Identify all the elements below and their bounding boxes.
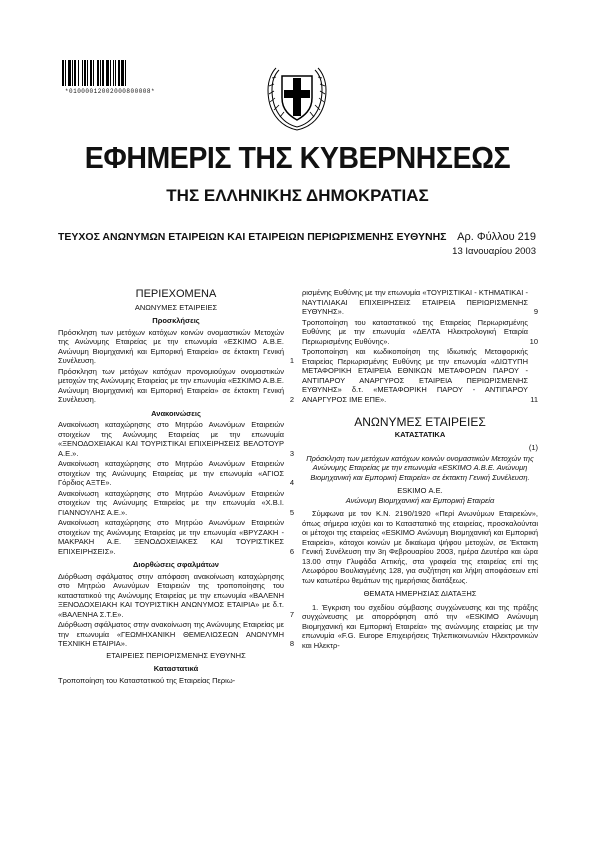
toc-correction-entry-text: Διόρθωση σφάλματος στην απόφαση ανακοίνωση καταχώρησης στο Μητρώο Ανωνύμων Εταιρειών της τροποποίησης του καταστατικού της Ανώνυμης Εταιρείας με την επωνυμία «ΒΑΛΕΝΗ ΞΕΝΟΔΟΧΕΙΑΚΗ ΚΑΙ ΤΟΥΡΙΣΤΙΚΗ ΑΝΩΝΥΜΟΣ ΕΤΑΙΡΙΑ» με δ.τ. «ΒΑΛΕΝΗΑ Σ.Τ.Ε». [58,571,284,619]
toc-correction-entry [58,620,294,649]
gazette-title: ΕΦΗΜΕΡΙΣ ΤΗΣ ΚΥΒΕΡΝΗΣΕΩΣ [84,140,511,175]
toc-statute-entry-page: 10 [529,336,538,346]
toc-left-column [58,290,294,685]
issue-series: ΤΕΥΧΟΣ ΑΝΩΝΥΜΩΝ ΕΤΑΙΡΕΙΩΝ ΚΑΙ ΕΤΑΙΡΕΙΩΝ ΠΕΡΙΩΡΙΣΜΕΝΗΣ ΕΥΘΥΝΗΣ [58,231,447,243]
toc-invitation-entry-text: Πρόσκληση των μετόχων κατόχων κοινών ονομαστικών Μετοχών της Ανώνυμης Εταιρείας με την επωνυμία «ΕΣΚΙΜΟ Α.Β.Ε. Ανώνυμη Βιομηχανική και Εμπορική Εταιρεία» σε έκτακτη Γενική Συνέλευση. [58,327,284,365]
toc-correction-entry-page: 7 [289,609,294,619]
toc-correction-entry-page: 8 [289,639,294,648]
toc-announcements-list [58,420,294,556]
toc-statute-entry-text: Τροποποίηση του καταστατικού της Εταιρείας Περιωρισμένης Ευθύνης με την επωνυμία «ΔΕΛΤΑ Ηλεκτρολογική Εταιρία Περιωρισμένης Ευθύνης». [302,317,528,346]
toc-invitation-entry [58,367,294,405]
toc-announcement-entry-page: 5 [289,507,294,517]
toc-invitation-entry-page: 2 [289,395,294,404]
greek-coat-of-arms-emblem [264,60,330,132]
toc-announcement-entry-page: 4 [289,478,294,487]
barcode-number: *01000012002000800008* [64,88,156,95]
toc-statute-entry [302,347,538,404]
toc-statute-entry [302,318,538,347]
invitation-intro: Πρόσκληση των μετόχων κατόχων κοινών ονομαστικών Μετοχών της Ανώνυμης Εταιρείας με την επωνυμία «ESKIMO Α.Β.Ε. Ανώνυμη Βιομηχανική και Εμπορική Εταιρεία» σε έκτακτη Γενική Συνέλευση. [306,453,534,482]
body-paragraph-2: 1. Έγκριση του σχεδίου σύμβασης συγχώνευσης και της πράξης συγχώνευσης με απορρόφηση από την «ESKIMO Ανώνυμη Βιομηχανική και Εμπορική Εταιρεία» της ανώνυμης εταιρείας με την επωνυμία «F.G. Europe Επιχειρήσεις Τηλεπικοινωνιών Ηλεκτρονικών και Ηλεκτρ- [302,602,538,650]
barcode [62,60,158,86]
toc-announcement-entry [58,518,294,556]
toc-subheading-corrections: Διορθώσεις σφαλμάτων [133,560,219,569]
gazette-subtitle: ΤΗΣ ΕΛΛΗΝΙΚΗΣ ΔΗΜΟΚΡΑΤΙΑΣ [166,186,429,205]
toc-correction-entry-text: Διόρθωση σφάλματος στην ανακοίνωση της Ανώνυμης Εταιρείας με την επωνυμία «ΓΕΩΜΗΧΑΝΙΚΗ ΘΕΜΕΛΙΩΣΕΩΝ ΑΝΩΝΥΜΗ ΤΕΧΝΙΚΗ ΕΤΑΙΡΙΑ». [58,620,284,648]
toc-section-title-2: ΕΤΑΙΡΕΙΕΣ ΠΕΡΙΟΡΙΣΜΕΝΗΣ ΕΥΘΥΝΗΣ [106,650,246,660]
toc-announcement-entry-page: 3 [289,448,294,458]
agenda-title: ΘΕΜΑΤΑ ΗΜΕΡΗΣΙΑΣ ΔΙΑΤΑΞΗΣ [363,589,477,598]
toc-statute-entry-page: 11 [530,394,538,404]
right-column [302,288,538,652]
company-name: ESKIMO Α.Ε. [397,486,443,495]
toc-subheading-announcements: Ανακοινώσεις [151,408,201,418]
sheet-number: Αρ. Φύλλου 219 [457,231,536,243]
toc-announcement-entry [58,420,294,458]
body-paragraph-1: Σύμφωνα με τον Κ.Ν. 2190/1920 «Περί Ανωνύμων Εταιρειών», όπως σήμερα ισχύει και το Καταστατικό της εταιρείας, προσκαλούνται οι μέτοχοι της εταιρείας «ESKIMO Ανώνυμη Βιομηχανική και Εμπορική Εταιρεία», κάτοχοι κοινών με δικαίωμα ψήφου μετοχών, σε Έκτακτη Γενική Συνέλευση την 3η Φεβρουαρίου 2003, ημέρα Δευτέρα και ώρα 13.00 στην Γλυφάδα Αττικής, στα γραφεία της εταιρείας επί της Λεωφόρου Βουλιαγμένης 128, για συζήτηση και λήψη αποφάσεων επί των κατωτέρω θεμάτων της ημερήσιας διατάξεως. [302,509,538,585]
issue-line [58,231,536,243]
toc-invitations-list [58,328,294,405]
toc-correction-entry [58,572,294,620]
toc-statute-first-line: Τροποποίηση του Καταστατικού της Εταιρείας Περιω- [58,675,236,685]
company-description: Ανώνυμη Βιομηχανική και Εμπορική Εταιρεία [345,495,495,505]
body-heading: ΑΝΩΝΥΜΕΣ ΕΤΑΙΡΕΙΕΣ [354,415,486,429]
toc-announcement-entry [58,489,294,518]
issue-date: 13 Ιανουαρίου 2003 [452,246,536,257]
toc-statute-entry [302,288,538,317]
toc-invitation-entry-text: Πρόσκληση των μετόχων κατόχων προνομιούχων ονομαστικών μετοχών της Ανώνυμης Εταιρείας με την επωνυμία «ΕΣΚΙΜΟ Α.Β.Ε. Ανώνυμη Βιομηχανική και Εμπορική Εταιρεία» σε έκτακτη Γενική Συνέλευση. [58,366,284,404]
body-subheading: ΚΑΤΑΣΤΑΤΙΚΑ [394,429,446,439]
toc-announcement-entry-text: Ανακοίνωση καταχώρησης στο Μητρώο Ανωνύμων Εταιρειών στοιχείων της Ανώνυμης Εταιρείας με την επωνυμία «Χ.Β.Ι. ΓΙΑΝΝΟΥΛΗΣ Α.Ε.». [58,488,284,517]
toc-heading: ΠΕΡΙΕΧΟΜΕΝΑ [135,288,217,300]
toc-subheading-invitations: Προσκλήσεις [152,316,200,325]
toc-announcement-entry [58,459,294,488]
toc-statute-entry-text: Τροποποίηση και κωδικοποίηση της Ιδιωτικής Μεταφορικής Εταιρείας Περιωρισμένης Ευθύνης με την επωνυμία «ΔΙΩΤΥΠΗ ΜΕΤΑΦΟΡΙΚΗ ΕΤΑΙΡΕΙΑ ΕΘΝΙΚΩΝ ΜΕΤΑΦΟΡΩΝ ΠΑΡΟΥ - ΑΝΤΙΠΑΡΟΥ ΑΝΑΡΓΥΡΟΣ ΕΤΑΙΡΕΙΑ ΠΕΡΙΩΡΙΣΜΕΝΗΣ ΕΥΘΥΝΗΣ» δ.τ. «ΜΕΤΑΦΟΡΙΚΗ ΠΑΡΟΥ - ΑΝΤΙΠΑΡΟΥ ΑΝΑΡΓΥΡΟΣ ΙΜΕ ΕΠΕ». [302,347,528,404]
toc-corrections-list [58,572,294,649]
toc-subheading-statutes: Καταστατικά [153,664,199,673]
toc-announcement-entry-text: Ανακοίνωση καταχώρησης στο Μητρώο Ανωνύμων Εταιρειών στοιχείων της Ανώνυμης Εταιρείας με την επωνυμία «ΒΡΥΖΑΚΗ - ΜΑΚΡΑΚΗ Α.Ε. ΞΕΝΟΔΟΧΕΙΑΚΕΣ ΚΑΙ ΤΟΥΡΙΣΤΙΚΕΣ ΕΠΙΧΕΙΡΗΣΕΙΣ». [58,518,284,556]
toc-announcement-entry-page: 6 [289,546,294,556]
toc-invitation-entry-page: 1 [289,356,294,365]
toc-statute-entry-text: ρισμένης Ευθύνης με την επωνυμία «ΤΟΥΡΙΣΤΙΚΑΙ - ΚΤΗΜΑΤΙΚΑΙ - ΝΑΥΤΙΛΙΑΚΑΙ ΕΠΙΧΕΙΡΗΣΕΙΣ ΕΤΑΙΡΕΙΑ ΠΕΡΙΩΡΙΣΜΕΝΗΣ ΕΥΘΥΝΗΣ». [302,288,528,316]
toc-announcement-entry-text: Ανακοίνωση καταχώρησης στο Μητρώο Ανωνύμων Εταιρειών στοιχείων της Ανώνυμης Εταιρείας με την επωνυμία «ΞΕΝΟΔΟΧΕΙΑΚΑΙ ΚΑΙ ΤΟΥΡΙΣΤΙΚΑΙ ΕΠΙΧΕΙΡΗΣΕΙΣ ΒΕΛΟΤΟΥΡ Α.Ε.». [58,420,284,458]
toc-statute-entry-page: 9 [533,307,538,316]
toc-announcement-entry-text: Ανακοίνωση καταχώρησης στο Μητρώο Ανωνύμων Εταιρειών στοιχείων της Ανώνυμης Εταιρείας με την επωνυμία «ΑΓΙΟΣ Γόρδιος ΑΞΤΕ». [58,459,284,487]
toc-invitation-entry [58,328,294,366]
toc-section-title: ΑΝΩΝΥΜΕΣ ΕΤΑΙΡΕΙΕΣ [134,302,218,312]
item-number: (1) [528,443,538,452]
toc-continued-list [302,288,538,404]
